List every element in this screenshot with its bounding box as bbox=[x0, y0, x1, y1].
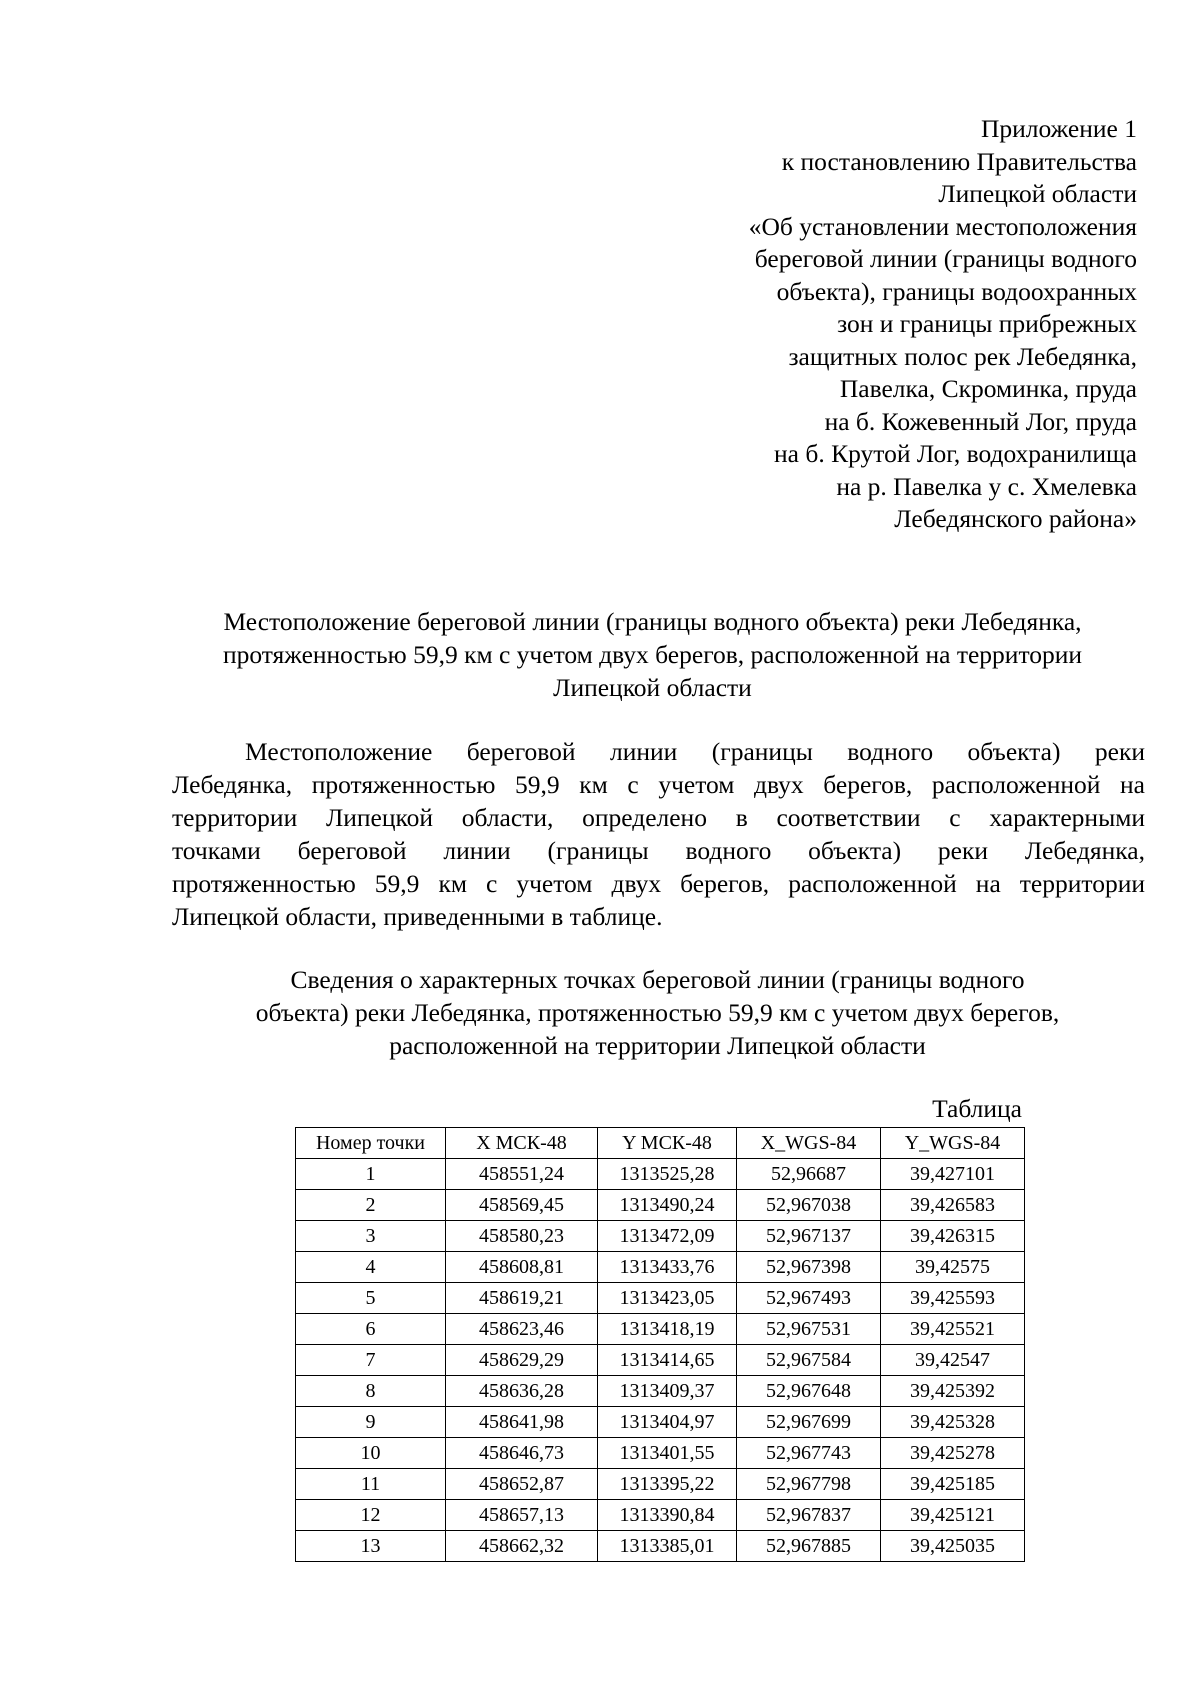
cell-point-number: 1 bbox=[296, 1159, 446, 1190]
table-row bbox=[296, 1190, 1025, 1221]
cell-y-wgs84: 39,427101 bbox=[881, 1159, 1025, 1190]
cell-point-number: 4 bbox=[296, 1252, 446, 1283]
appendix-line: на р. Павелка у с. Хмелевка bbox=[836, 471, 1137, 501]
cell-point-number: 7 bbox=[296, 1345, 446, 1376]
paragraph-line: точками береговой линии (границы водного объекта) реки Лебедянка, bbox=[172, 836, 1145, 865]
cell-y-wgs84: 39,425035 bbox=[881, 1531, 1025, 1562]
cell-x-msk48: 458636,28 bbox=[446, 1376, 598, 1407]
column-header-x-wgs84: X_WGS-84 bbox=[737, 1128, 881, 1159]
appendix-line: Лебедянского района» bbox=[894, 504, 1137, 533]
cell-point-number: 3 bbox=[296, 1221, 446, 1252]
cell-x-msk48: 458619,21 bbox=[446, 1283, 598, 1314]
caption-line: Сведения о характерных точках береговой линии (границы водного bbox=[290, 965, 1025, 994]
document-title bbox=[160, 605, 1145, 704]
cell-point-number: 10 bbox=[296, 1438, 446, 1469]
caption-line: объекта) реки Лебедянка, протяженностью 59,9 км с учетом двух берегов, bbox=[255, 998, 1060, 1027]
cell-x-msk48: 458662,32 bbox=[446, 1531, 598, 1562]
cell-x-wgs84: 52,967137 bbox=[737, 1221, 881, 1252]
cell-point-number: 5 bbox=[296, 1283, 446, 1314]
column-header-y-msk48: Y МСК-48 bbox=[598, 1128, 737, 1159]
appendix-line: Приложение 1 bbox=[981, 114, 1137, 143]
cell-x-msk48: 458608,81 bbox=[446, 1252, 598, 1283]
table-row bbox=[296, 1159, 1025, 1190]
cell-y-msk48: 1313490,24 bbox=[598, 1190, 737, 1221]
cell-y-msk48: 1313385,01 bbox=[598, 1531, 737, 1562]
appendix-line: на б. Кожевенный Лог, пруда bbox=[824, 406, 1137, 436]
paragraph-line: Лебедянка, протяженностью 59,9 км с учетом двух берегов, расположенной на bbox=[172, 770, 1145, 799]
cell-y-wgs84: 39,42575 bbox=[881, 1252, 1025, 1283]
appendix-line: береговой линии (границы водного bbox=[754, 244, 1137, 273]
appendix-line: зон и границы прибрежных bbox=[837, 309, 1137, 338]
appendix-line: Павелка, Скроминка, пруда bbox=[839, 374, 1137, 403]
appendix-line: объекта), границы водоохранных bbox=[776, 276, 1137, 306]
table-row bbox=[296, 1500, 1025, 1531]
cell-point-number: 11 bbox=[296, 1469, 446, 1500]
title-line: Местоположение береговой линии (границы водного объекта) реки Лебедянка, bbox=[223, 607, 1082, 636]
cell-y-wgs84: 39,425521 bbox=[881, 1314, 1025, 1345]
table-row bbox=[296, 1345, 1025, 1376]
title-line: протяженностью 59,9 км с учетом двух берегов, расположенной на территории bbox=[222, 640, 1083, 669]
coordinates-table bbox=[295, 1127, 1025, 1562]
column-header-point-number: Номер точки bbox=[296, 1128, 446, 1159]
column-header-y-wgs84: Y_WGS-84 bbox=[881, 1128, 1025, 1159]
appendix-line: Липецкой области bbox=[938, 179, 1137, 208]
table-header-row bbox=[296, 1128, 1025, 1159]
appendix-line: на б. Крутой Лог, водохранилища bbox=[774, 439, 1137, 468]
table-row bbox=[296, 1531, 1025, 1562]
cell-x-wgs84: 52,967885 bbox=[737, 1531, 881, 1562]
paragraph-line: протяженностью 59,9 км с учетом двух берегов, расположенной на территории bbox=[172, 869, 1145, 898]
cell-x-wgs84: 52,967584 bbox=[737, 1345, 881, 1376]
cell-y-wgs84: 39,425593 bbox=[881, 1283, 1025, 1314]
cell-y-wgs84: 39,425278 bbox=[881, 1438, 1025, 1469]
cell-x-msk48: 458652,87 bbox=[446, 1469, 598, 1500]
cell-y-wgs84: 39,42547 bbox=[881, 1345, 1025, 1376]
cell-x-wgs84: 52,967648 bbox=[737, 1376, 881, 1407]
cell-x-wgs84: 52,967038 bbox=[737, 1190, 881, 1221]
body-paragraph bbox=[172, 735, 1145, 933]
cell-x-msk48: 458629,29 bbox=[446, 1345, 598, 1376]
cell-y-msk48: 1313404,97 bbox=[598, 1407, 737, 1438]
cell-x-wgs84: 52,967699 bbox=[737, 1407, 881, 1438]
cell-point-number: 12 bbox=[296, 1500, 446, 1531]
cell-y-msk48: 1313395,22 bbox=[598, 1469, 737, 1500]
appendix-header bbox=[749, 113, 1137, 536]
table-row bbox=[296, 1407, 1025, 1438]
cell-x-wgs84: 52,967743 bbox=[737, 1438, 881, 1469]
table-row bbox=[296, 1221, 1025, 1252]
cell-x-msk48: 458657,13 bbox=[446, 1500, 598, 1531]
table-label: Таблица bbox=[932, 1094, 1022, 1123]
table-row bbox=[296, 1376, 1025, 1407]
cell-y-msk48: 1313423,05 bbox=[598, 1283, 737, 1314]
table-row bbox=[296, 1252, 1025, 1283]
table-row bbox=[296, 1469, 1025, 1500]
caption-line: расположенной на территории Липецкой области bbox=[389, 1031, 926, 1060]
cell-y-wgs84: 39,425328 bbox=[881, 1407, 1025, 1438]
appendix-line: к постановлению Правительства bbox=[781, 146, 1137, 176]
cell-point-number: 2 bbox=[296, 1190, 446, 1221]
cell-y-msk48: 1313414,65 bbox=[598, 1345, 737, 1376]
table-caption bbox=[205, 963, 1110, 1062]
cell-y-wgs84: 39,425392 bbox=[881, 1376, 1025, 1407]
cell-y-wgs84: 39,425185 bbox=[881, 1469, 1025, 1500]
table-row bbox=[296, 1314, 1025, 1345]
cell-y-wgs84: 39,426315 bbox=[881, 1221, 1025, 1252]
cell-y-msk48: 1313433,76 bbox=[598, 1252, 737, 1283]
cell-x-wgs84: 52,967837 bbox=[737, 1500, 881, 1531]
table-row bbox=[296, 1438, 1025, 1469]
cell-x-msk48: 458623,46 bbox=[446, 1314, 598, 1345]
cell-point-number: 9 bbox=[296, 1407, 446, 1438]
cell-y-msk48: 1313472,09 bbox=[598, 1221, 737, 1252]
cell-y-wgs84: 39,425121 bbox=[881, 1500, 1025, 1531]
cell-y-msk48: 1313418,19 bbox=[598, 1314, 737, 1345]
cell-point-number: 8 bbox=[296, 1376, 446, 1407]
cell-y-msk48: 1313525,28 bbox=[598, 1159, 737, 1190]
cell-x-msk48: 458580,23 bbox=[446, 1221, 598, 1252]
cell-x-msk48: 458569,45 bbox=[446, 1190, 598, 1221]
cell-y-msk48: 1313401,55 bbox=[598, 1438, 737, 1469]
cell-y-msk48: 1313409,37 bbox=[598, 1376, 737, 1407]
cell-x-wgs84: 52,967398 bbox=[737, 1252, 881, 1283]
cell-point-number: 13 bbox=[296, 1531, 446, 1562]
cell-point-number: 6 bbox=[296, 1314, 446, 1345]
cell-x-wgs84: 52,967531 bbox=[737, 1314, 881, 1345]
cell-x-wgs84: 52,967798 bbox=[737, 1469, 881, 1500]
cell-x-msk48: 458646,73 bbox=[446, 1438, 598, 1469]
paragraph-line: территории Липецкой области, определено в соответствии с характерными bbox=[172, 803, 1145, 832]
title-line: Липецкой области bbox=[553, 673, 752, 702]
column-header-x-msk48: X МСК-48 bbox=[446, 1128, 598, 1159]
cell-y-msk48: 1313390,84 bbox=[598, 1500, 737, 1531]
table-row bbox=[296, 1283, 1025, 1314]
cell-x-wgs84: 52,96687 bbox=[737, 1159, 881, 1190]
appendix-line: защитных полос рек Лебедянка, bbox=[788, 341, 1137, 371]
paragraph-line: Липецкой области, приведенными в таблице. bbox=[172, 902, 663, 931]
cell-x-msk48: 458551,24 bbox=[446, 1159, 598, 1190]
paragraph-line: Местоположение береговой линии (границы водного объекта) реки bbox=[245, 737, 1145, 766]
cell-x-msk48: 458641,98 bbox=[446, 1407, 598, 1438]
cell-y-wgs84: 39,426583 bbox=[881, 1190, 1025, 1221]
appendix-line: «Об установлении местоположения bbox=[748, 211, 1137, 241]
cell-x-wgs84: 52,967493 bbox=[737, 1283, 881, 1314]
